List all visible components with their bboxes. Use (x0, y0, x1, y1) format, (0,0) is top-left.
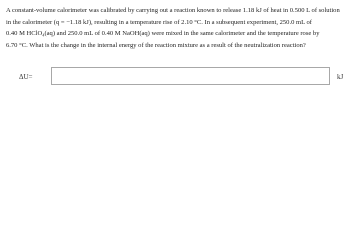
question-line-2: in the calorimeter (q = −1.18 kJ), resulting in a temperature rise of 2.10 °C. In a subsequent experiment, 250.0 mL of (6, 18, 312, 26)
question-line-4: 6.70 °C. What is the change in the internal energy of the reaction mixture as a result of the neutralization reaction? (6, 42, 306, 50)
unit-label: kJ (337, 73, 344, 81)
question-line-1: A constant-volume calorimeter was calibrated by carrying out a reaction known to release 1.18 kJ of heat in 0.500 L of solution (6, 7, 340, 14)
delta-u-answer-input[interactable] (51, 67, 330, 85)
delta-u-label: ΔU= (19, 73, 33, 81)
question-text (6, 5, 344, 52)
question-line-3: 0.40 M HClO₄(aq) and 250.0 mL of 0.40 M NaOH(aq) were mixed in the same calorimeter and the temperature rose by (6, 30, 320, 38)
